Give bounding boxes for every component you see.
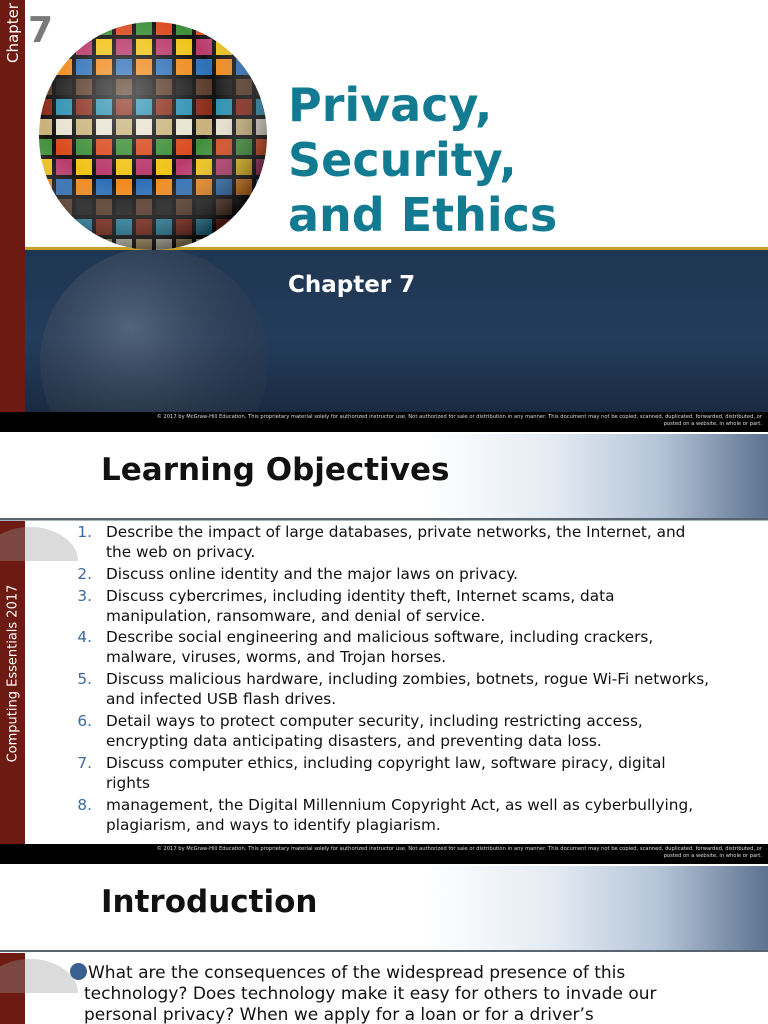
copyright-line-2: posted on a website, in whole or part. [663,421,762,428]
slide-title [288,78,557,243]
slide-header [0,434,768,518]
introduction-title: Introduction [101,884,318,920]
introduction-paragraph [84,963,704,1024]
objective-number: 3. [77,586,92,605]
objective-item [70,627,710,667]
copyright-line-1: © 2017 by McGraw-Hill Education. This proprietary material solely for authorized instructor use. Not authorized for sale or distribution in any manner. This document may not be copied, scanned, duplicated, forwarded, distributed, or [156,414,762,420]
objective-item [70,564,710,584]
header-rule-light [0,520,768,521]
objective-item [70,795,710,835]
introduction-slide [0,866,768,1024]
objective-number: 6. [77,711,92,730]
copyright-line-1: © 2017 by McGraw-Hill Education. This proprietary material solely for authorized instructor use. Not authorized for sale or distribution in any manner. This document may not be copied, scanned, duplicated, forwarded, distributed, or [156,846,762,852]
title-line-2: Security, [288,133,517,187]
chapter-sidebar [0,0,25,412]
header-rule [0,950,768,952]
introduction-text: What are the consequences of the widespread presence of this technology? Does technology make it easy for others to invade our personal privacy? When we apply for a loan or for a driver’s [84,963,657,1024]
objective-text: Detail ways to protect computer security, including restricting access, encrypting data anticipating disasters, and preventing data loss. [106,711,643,750]
bullet-dot-icon [70,963,87,980]
objective-text: Discuss malicious hardware, including zombies, botnets, rogue Wi-Fi networks, and infected USB flash drives. [106,670,710,709]
title-line-3: and Ethics [288,188,558,242]
objective-item [70,586,710,626]
objective-text: Describe social engineering and malicious software, including crackers, malware, viruses, worms, and Trojan horses. [106,628,654,667]
title-line-1: Privacy, [288,78,493,132]
copyright-line-2: posted on a website, in whole or part. [663,853,762,860]
objectives-title: Learning Objectives [101,452,450,488]
objective-item [70,753,710,793]
objective-text: Discuss online identity and the major laws on privacy. [106,564,518,583]
sidebar-book-label: Computing Essentials 2017 [5,584,21,763]
book-sidebar [0,521,25,844]
objective-number: 1. [77,523,92,541]
objective-number: 4. [77,628,92,647]
sidebar-chapter-label: Chapter [4,3,22,63]
objective-text: Describe the impact of large databases, private networks, the Internet, and the web on privacy. [106,523,686,561]
copyright-notice [0,844,768,864]
objective-text: management, the Digital Millennium Copyright Act, as well as cyberbullying, plagiarism, and ways to identify plagiarism. [106,795,694,834]
slide-subtitle: Chapter 7 [288,272,416,298]
objective-item [70,669,710,709]
globe-image [37,20,269,252]
objective-text: Discuss computer ethics, including copyright law, software piracy, digital rights [106,753,666,792]
objective-number: 2. [77,564,92,583]
objectives-list [70,522,710,836]
objective-number: 5. [77,670,92,689]
objectives-slide [0,434,768,864]
title-slide [0,0,768,432]
objective-number: 8. [77,795,92,814]
objective-text: Discuss cybercrimes, including identity theft, Internet scams, data manipulation, ransomware, and denial of service. [106,586,615,625]
objective-item [70,522,710,562]
slide-header [0,866,768,950]
globe-reflection [38,250,270,412]
objective-number: 7. [77,753,92,772]
chapter-number: 7 [28,10,54,51]
objective-item [70,711,710,751]
copyright-notice [0,412,768,432]
